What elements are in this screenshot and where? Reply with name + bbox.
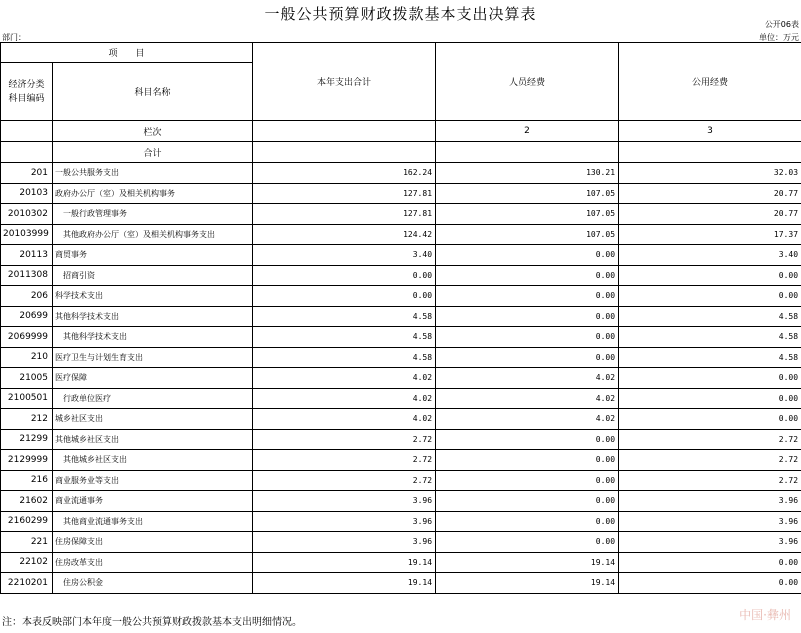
row-subject-name: 商业流通事务 bbox=[53, 491, 253, 512]
row-total: 2.72 bbox=[253, 450, 436, 471]
row-total: 162.24 bbox=[253, 163, 436, 184]
row-code: 201 bbox=[1, 163, 53, 184]
row-subject-name: 其他城乡社区支出 bbox=[53, 450, 253, 471]
row-subject-name: 城乡社区支出 bbox=[53, 409, 253, 430]
row-public: 20.77 bbox=[619, 204, 801, 225]
table-row bbox=[1, 347, 801, 368]
row-code: 2010302 bbox=[1, 204, 53, 225]
row-personnel: 0.00 bbox=[436, 450, 619, 471]
table-row bbox=[1, 368, 801, 389]
row-public: 3.96 bbox=[619, 532, 801, 553]
row-public: 3.40 bbox=[619, 245, 801, 266]
row-public: 4.58 bbox=[619, 347, 801, 368]
row-personnel: 0.00 bbox=[436, 265, 619, 286]
table-row bbox=[1, 183, 801, 204]
row-personnel: 0.00 bbox=[436, 286, 619, 307]
table-row bbox=[1, 245, 801, 266]
row-personnel: 107.05 bbox=[436, 183, 619, 204]
row-subject-name: 其他政府办公厅（室）及相关机构事务支出 bbox=[53, 224, 253, 245]
sum-personnel bbox=[436, 142, 619, 163]
row-public: 2.72 bbox=[619, 470, 801, 491]
row-personnel: 4.02 bbox=[436, 368, 619, 389]
sum-total bbox=[253, 142, 436, 163]
row-code: 22102 bbox=[1, 552, 53, 573]
row-total: 124.42 bbox=[253, 224, 436, 245]
index-col1 bbox=[253, 121, 436, 142]
row-personnel: 19.14 bbox=[436, 573, 619, 594]
header-project: 项 目 bbox=[1, 43, 253, 63]
expenditure-table bbox=[0, 42, 801, 594]
table-row bbox=[1, 470, 801, 491]
row-subject-name: 住房公积金 bbox=[53, 573, 253, 594]
row-code: 21602 bbox=[1, 491, 53, 512]
row-total: 2.72 bbox=[253, 470, 436, 491]
row-subject-name: 住房保障支出 bbox=[53, 532, 253, 553]
header-public: 公用经费 bbox=[619, 43, 801, 121]
row-subject-name: 医疗保障 bbox=[53, 368, 253, 389]
row-personnel: 0.00 bbox=[436, 511, 619, 532]
row-personnel: 0.00 bbox=[436, 306, 619, 327]
table-row bbox=[1, 163, 801, 184]
row-subject-name: 其他科学技术支出 bbox=[53, 327, 253, 348]
table-row bbox=[1, 204, 801, 225]
row-personnel: 4.02 bbox=[436, 409, 619, 430]
header-column-index: 栏次 bbox=[53, 121, 253, 142]
row-subject-name: 其他商业流通事务支出 bbox=[53, 511, 253, 532]
row-code: 21299 bbox=[1, 429, 53, 450]
table-row bbox=[1, 388, 801, 409]
row-code: 206 bbox=[1, 286, 53, 307]
header-subject-name: 科目名称 bbox=[53, 63, 253, 121]
row-total: 4.02 bbox=[253, 409, 436, 430]
sum-label: 合计 bbox=[53, 142, 253, 163]
header-row-project bbox=[1, 43, 801, 63]
row-total: 4.02 bbox=[253, 388, 436, 409]
header-personnel: 人员经费 bbox=[436, 43, 619, 121]
sum-public bbox=[619, 142, 801, 163]
table-row bbox=[1, 265, 801, 286]
row-code: 210 bbox=[1, 347, 53, 368]
unit-label: 单位：万元 bbox=[759, 33, 799, 42]
table-row bbox=[1, 573, 801, 594]
row-public: 4.58 bbox=[619, 327, 801, 348]
row-total: 19.14 bbox=[253, 573, 436, 594]
row-total: 3.40 bbox=[253, 245, 436, 266]
row-total: 4.58 bbox=[253, 327, 436, 348]
header-row-index bbox=[1, 121, 801, 142]
row-personnel: 130.21 bbox=[436, 163, 619, 184]
row-total: 19.14 bbox=[253, 552, 436, 573]
row-public: 17.37 bbox=[619, 224, 801, 245]
row-subject-name: 政府办公厅（室）及相关机构事务 bbox=[53, 183, 253, 204]
row-code: 20103 bbox=[1, 183, 53, 204]
row-total: 2.72 bbox=[253, 429, 436, 450]
row-code: 2069999 bbox=[1, 327, 53, 348]
row-personnel: 19.14 bbox=[436, 552, 619, 573]
row-total: 127.81 bbox=[253, 183, 436, 204]
row-personnel: 107.05 bbox=[436, 204, 619, 225]
row-subject-name: 行政单位医疗 bbox=[53, 388, 253, 409]
row-total: 3.96 bbox=[253, 532, 436, 553]
row-public: 0.00 bbox=[619, 552, 801, 573]
sum-blank bbox=[1, 142, 53, 163]
row-public: 0.00 bbox=[619, 265, 801, 286]
row-total: 4.58 bbox=[253, 347, 436, 368]
watermark-logo: 中国·彝州 bbox=[739, 608, 791, 622]
table-row bbox=[1, 224, 801, 245]
row-subject-name: 商贸事务 bbox=[53, 245, 253, 266]
row-code: 221 bbox=[1, 532, 53, 553]
row-code: 2129999 bbox=[1, 450, 53, 471]
table-row bbox=[1, 450, 801, 471]
row-code: 212 bbox=[1, 409, 53, 430]
table-row bbox=[1, 409, 801, 430]
row-code: 2100501 bbox=[1, 388, 53, 409]
row-total: 127.81 bbox=[253, 204, 436, 225]
header-econ-code: 经济分类 科目编码 bbox=[1, 63, 53, 121]
row-total: 4.58 bbox=[253, 306, 436, 327]
row-personnel: 0.00 bbox=[436, 470, 619, 491]
table-row bbox=[1, 327, 801, 348]
row-code: 21005 bbox=[1, 368, 53, 389]
row-public: 0.00 bbox=[619, 368, 801, 389]
row-total: 3.96 bbox=[253, 511, 436, 532]
table-row bbox=[1, 491, 801, 512]
row-subject-name: 一般行政管理事务 bbox=[53, 204, 253, 225]
row-public: 20.77 bbox=[619, 183, 801, 204]
row-code: 2160299 bbox=[1, 511, 53, 532]
form-code: 公开06表 bbox=[764, 20, 799, 29]
row-code: 20699 bbox=[1, 306, 53, 327]
row-subject-name: 其他城乡社区支出 bbox=[53, 429, 253, 450]
row-public: 32.03 bbox=[619, 163, 801, 184]
index-blank bbox=[1, 121, 53, 142]
header-total: 本年支出合计 bbox=[253, 43, 436, 121]
row-personnel: 0.00 bbox=[436, 245, 619, 266]
row-total: 3.96 bbox=[253, 491, 436, 512]
row-public: 0.00 bbox=[619, 409, 801, 430]
row-code: 216 bbox=[1, 470, 53, 491]
row-public: 2.72 bbox=[619, 450, 801, 471]
row-code: 20103999 bbox=[1, 224, 53, 245]
index-col2: 2 bbox=[436, 121, 619, 142]
row-public: 3.96 bbox=[619, 491, 801, 512]
department-label: 部门： bbox=[2, 33, 26, 42]
table-row bbox=[1, 286, 801, 307]
row-public: 3.96 bbox=[619, 511, 801, 532]
sum-row bbox=[1, 142, 801, 163]
row-personnel: 0.00 bbox=[436, 491, 619, 512]
row-code: 2011308 bbox=[1, 265, 53, 286]
row-public: 2.72 bbox=[619, 429, 801, 450]
row-total: 4.02 bbox=[253, 368, 436, 389]
row-total: 0.00 bbox=[253, 286, 436, 307]
row-personnel: 0.00 bbox=[436, 347, 619, 368]
row-subject-name: 住房改革支出 bbox=[53, 552, 253, 573]
row-code: 20113 bbox=[1, 245, 53, 266]
row-public: 0.00 bbox=[619, 573, 801, 594]
row-subject-name: 商业服务业等支出 bbox=[53, 470, 253, 491]
row-personnel: 4.02 bbox=[436, 388, 619, 409]
row-subject-name: 招商引资 bbox=[53, 265, 253, 286]
row-personnel: 0.00 bbox=[436, 532, 619, 553]
row-public: 4.58 bbox=[619, 306, 801, 327]
footnote: 注：本表反映部门本年度一般公共预算财政拨款基本支出明细情况。 bbox=[2, 617, 302, 628]
row-code: 2210201 bbox=[1, 573, 53, 594]
row-subject-name: 一般公共服务支出 bbox=[53, 163, 253, 184]
row-public: 0.00 bbox=[619, 388, 801, 409]
row-subject-name: 医疗卫生与计划生育支出 bbox=[53, 347, 253, 368]
table-row bbox=[1, 532, 801, 553]
row-subject-name: 科学技术支出 bbox=[53, 286, 253, 307]
table-row bbox=[1, 511, 801, 532]
row-total: 0.00 bbox=[253, 265, 436, 286]
page-title: 一般公共预算财政拨款基本支出决算表 bbox=[264, 5, 537, 23]
row-personnel: 0.00 bbox=[436, 429, 619, 450]
row-subject-name: 其他科学技术支出 bbox=[53, 306, 253, 327]
row-personnel: 0.00 bbox=[436, 327, 619, 348]
row-personnel: 107.05 bbox=[436, 224, 619, 245]
table-row bbox=[1, 306, 801, 327]
row-public: 0.00 bbox=[619, 286, 801, 307]
table-row bbox=[1, 552, 801, 573]
index-col3: 3 bbox=[619, 121, 801, 142]
table-row bbox=[1, 429, 801, 450]
